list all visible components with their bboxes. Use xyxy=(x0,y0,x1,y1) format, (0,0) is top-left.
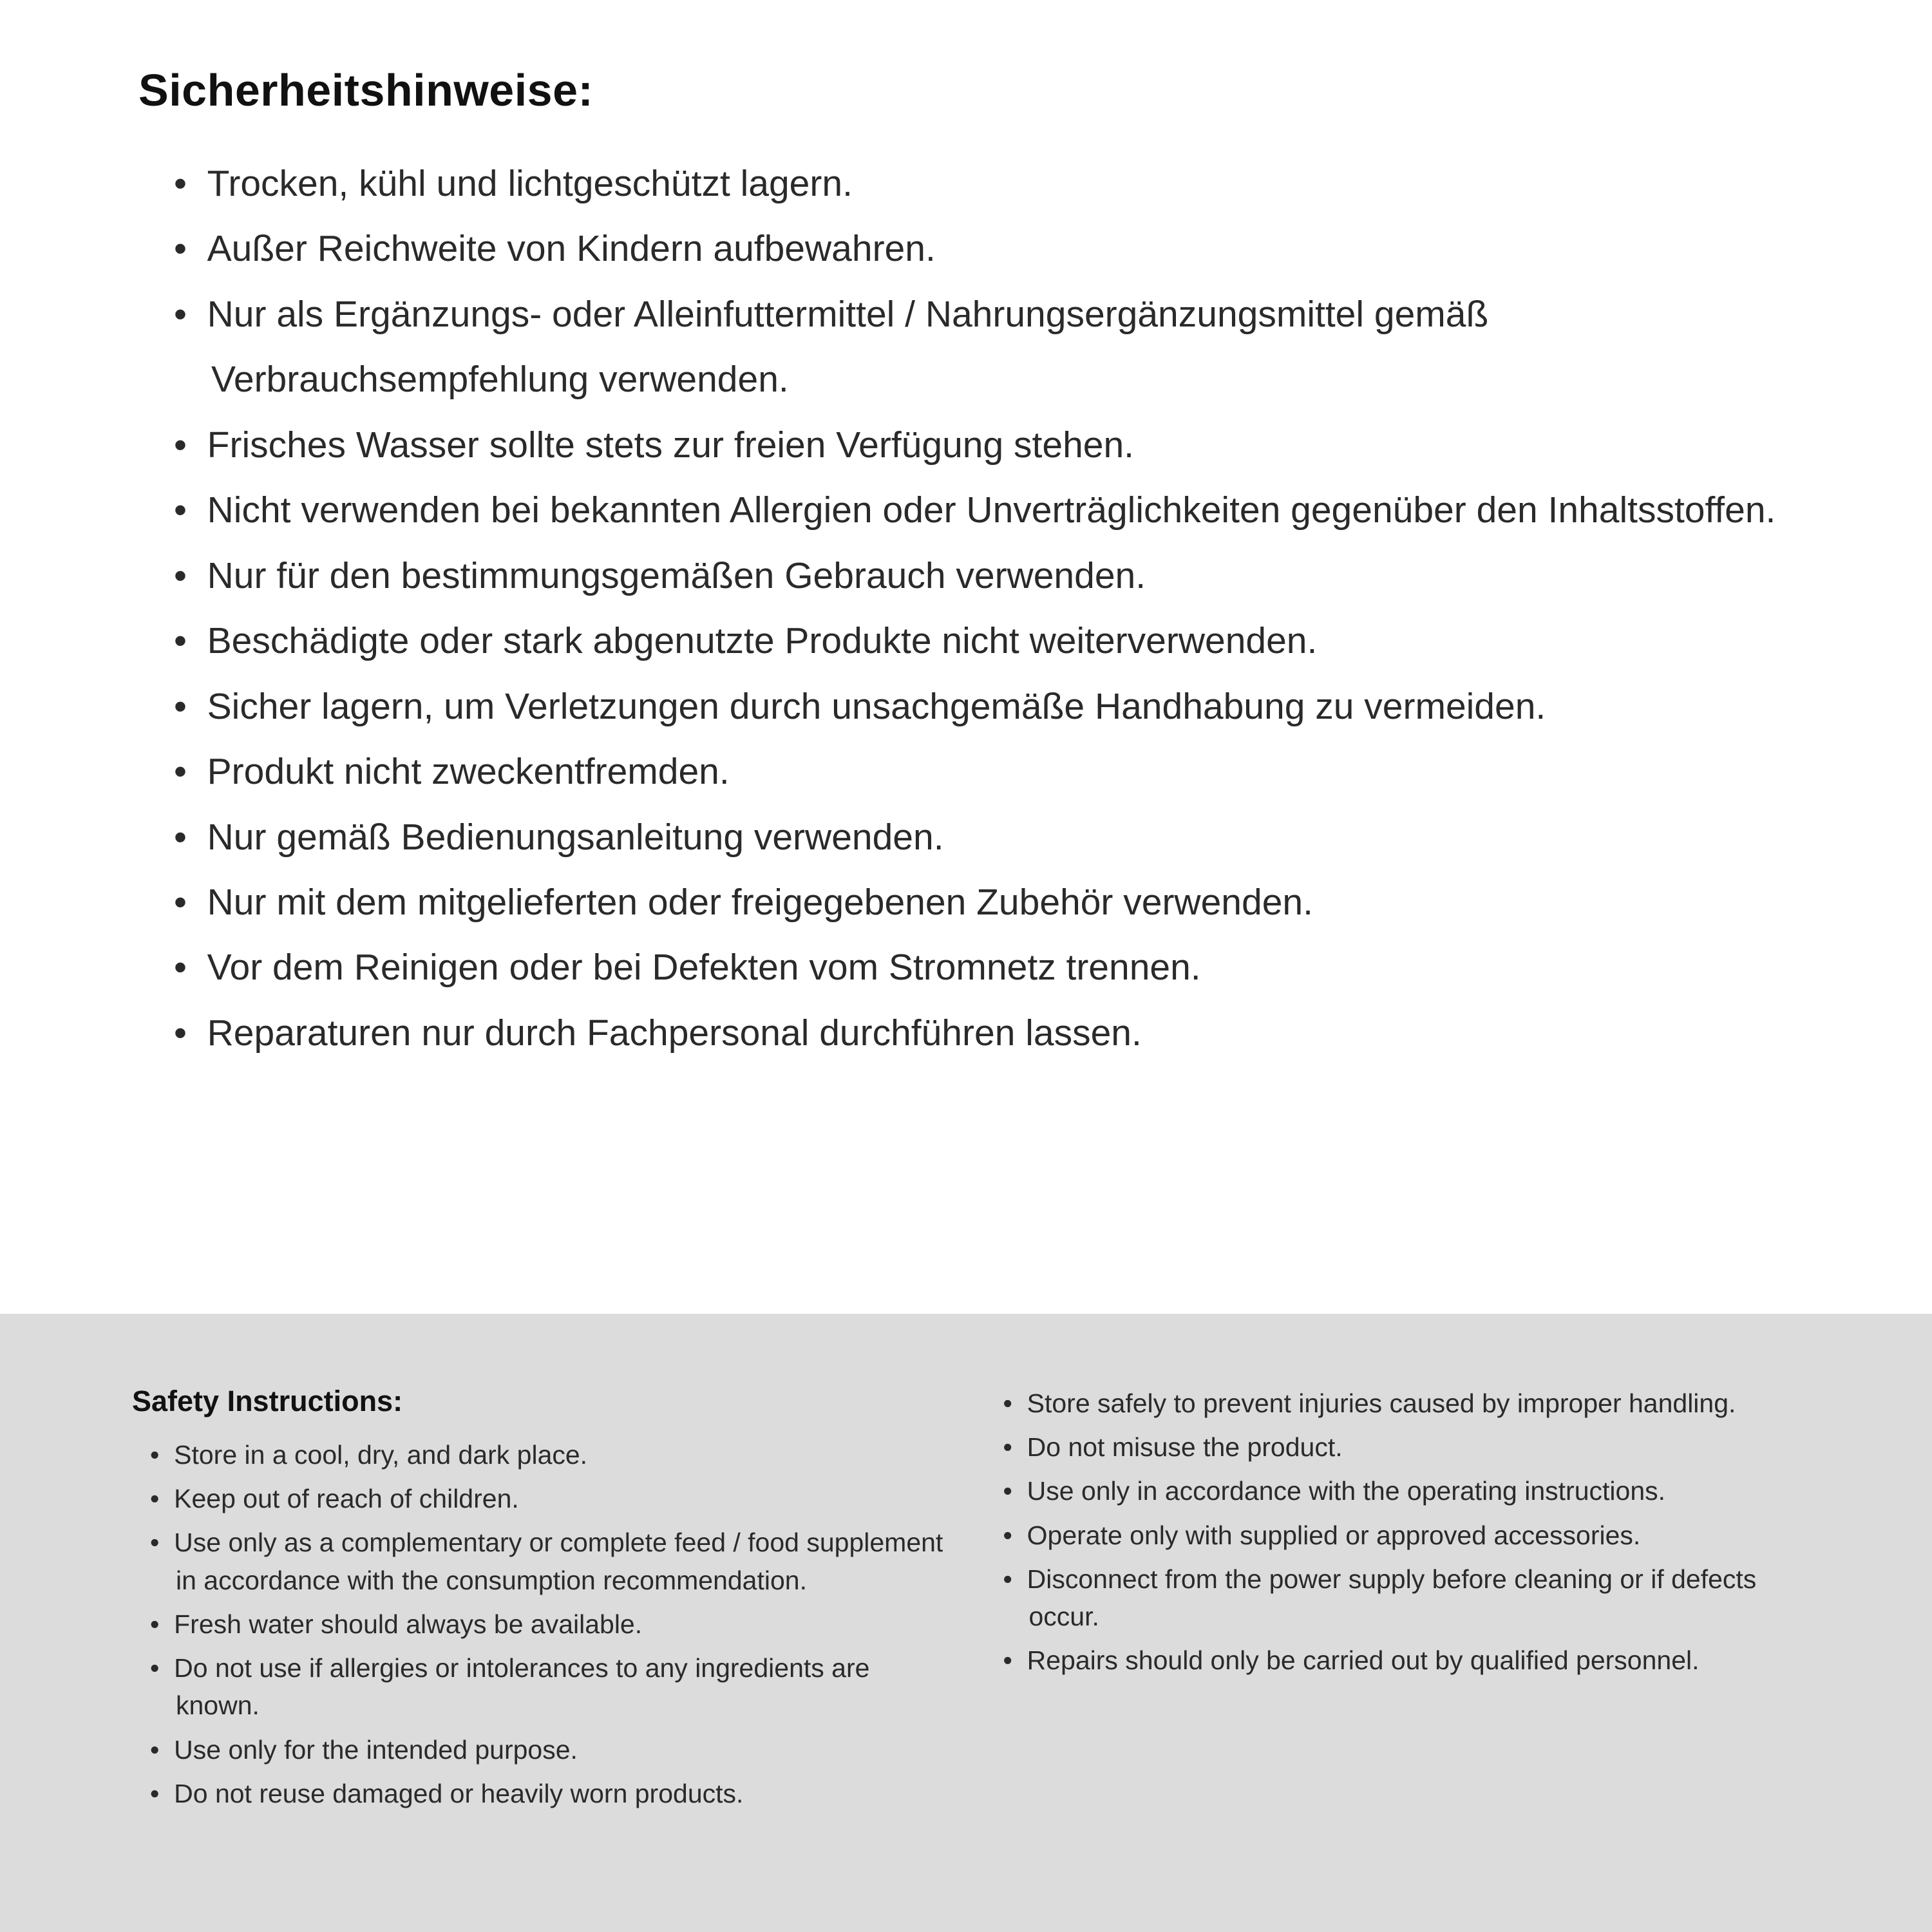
list-item: • Keep out of reach of children. xyxy=(150,1480,945,1517)
english-safety-list-left xyxy=(132,1436,945,1812)
list-item: • Vor dem Reinigen oder bei Defekten vom Stromnetz trennen. xyxy=(174,935,1855,1000)
list-item: • Store in a cool, dry, and dark place. xyxy=(150,1436,945,1473)
list-item: • Use only as a complementary or complete feed / food supplement in accordance with the consumption recommendation. xyxy=(150,1524,945,1598)
list-item: • Produkt nicht zweckentfremden. xyxy=(174,739,1855,804)
list-item: • Trocken, kühl und lichtgeschützt lagern. xyxy=(174,151,1855,216)
list-item: • Nicht verwenden bei bekannten Allergien oder Unverträglichkeiten gegenüber den Inhaltsstoffen. xyxy=(174,478,1855,543)
english-safety-list-right xyxy=(1003,1385,1817,1680)
list-item: • Nur als Ergänzungs- oder Alleinfuttermittel / Nahrungsergänzungsmittel gemäß Verbrauchsempfehlung verwenden. xyxy=(174,282,1855,413)
list-item: • Disconnect from the power supply before cleaning or if defects occur. xyxy=(1003,1560,1817,1635)
list-item: • Use only for the intended purpose. xyxy=(150,1731,945,1768)
list-item: • Operate only with supplied or approved accessories. xyxy=(1003,1517,1817,1554)
german-safety-list xyxy=(138,151,1855,1066)
list-item: • Do not reuse damaged or heavily worn products. xyxy=(150,1775,945,1812)
list-item: • Do not misuse the product. xyxy=(1003,1428,1817,1466)
english-right-column xyxy=(1003,1385,1817,1932)
list-item: • Reparaturen nur durch Fachpersonal durchführen lassen. xyxy=(174,1001,1855,1066)
list-item: • Nur für den bestimmungsgemäßen Gebrauch verwenden. xyxy=(174,544,1855,609)
english-section-title: Safety Instructions: xyxy=(132,1385,403,1417)
list-item: • Außer Reichweite von Kindern aufbewahren. xyxy=(174,216,1855,281)
list-item: • Nur gemäß Bedienungsanleitung verwenden. xyxy=(174,805,1855,870)
list-item: • Fresh water should always be available. xyxy=(150,1605,945,1643)
list-item: • Frisches Wasser sollte stets zur freien Verfügung stehen. xyxy=(174,413,1855,478)
list-item: • Store safely to prevent injuries caused by improper handling. xyxy=(1003,1385,1817,1422)
english-safety-section xyxy=(0,1314,1932,1932)
list-item: • Do not use if allergies or intolerances to any ingredients are known. xyxy=(150,1649,945,1724)
list-item: • Beschädigte oder stark abgenutzte Produkte nicht weiterverwenden. xyxy=(174,609,1855,674)
list-item: • Repairs should only be carried out by qualified personnel. xyxy=(1003,1642,1817,1679)
german-section-title: Sicherheitshinweise: xyxy=(138,65,594,115)
list-item: • Use only in accordance with the operating instructions. xyxy=(1003,1472,1817,1510)
english-left-column xyxy=(132,1385,945,1932)
list-item: • Nur mit dem mitgelieferten oder freigegebenen Zubehör verwenden. xyxy=(174,870,1855,935)
list-item: • Sicher lagern, um Verletzungen durch unsachgemäße Handhabung zu vermeiden. xyxy=(174,674,1855,739)
